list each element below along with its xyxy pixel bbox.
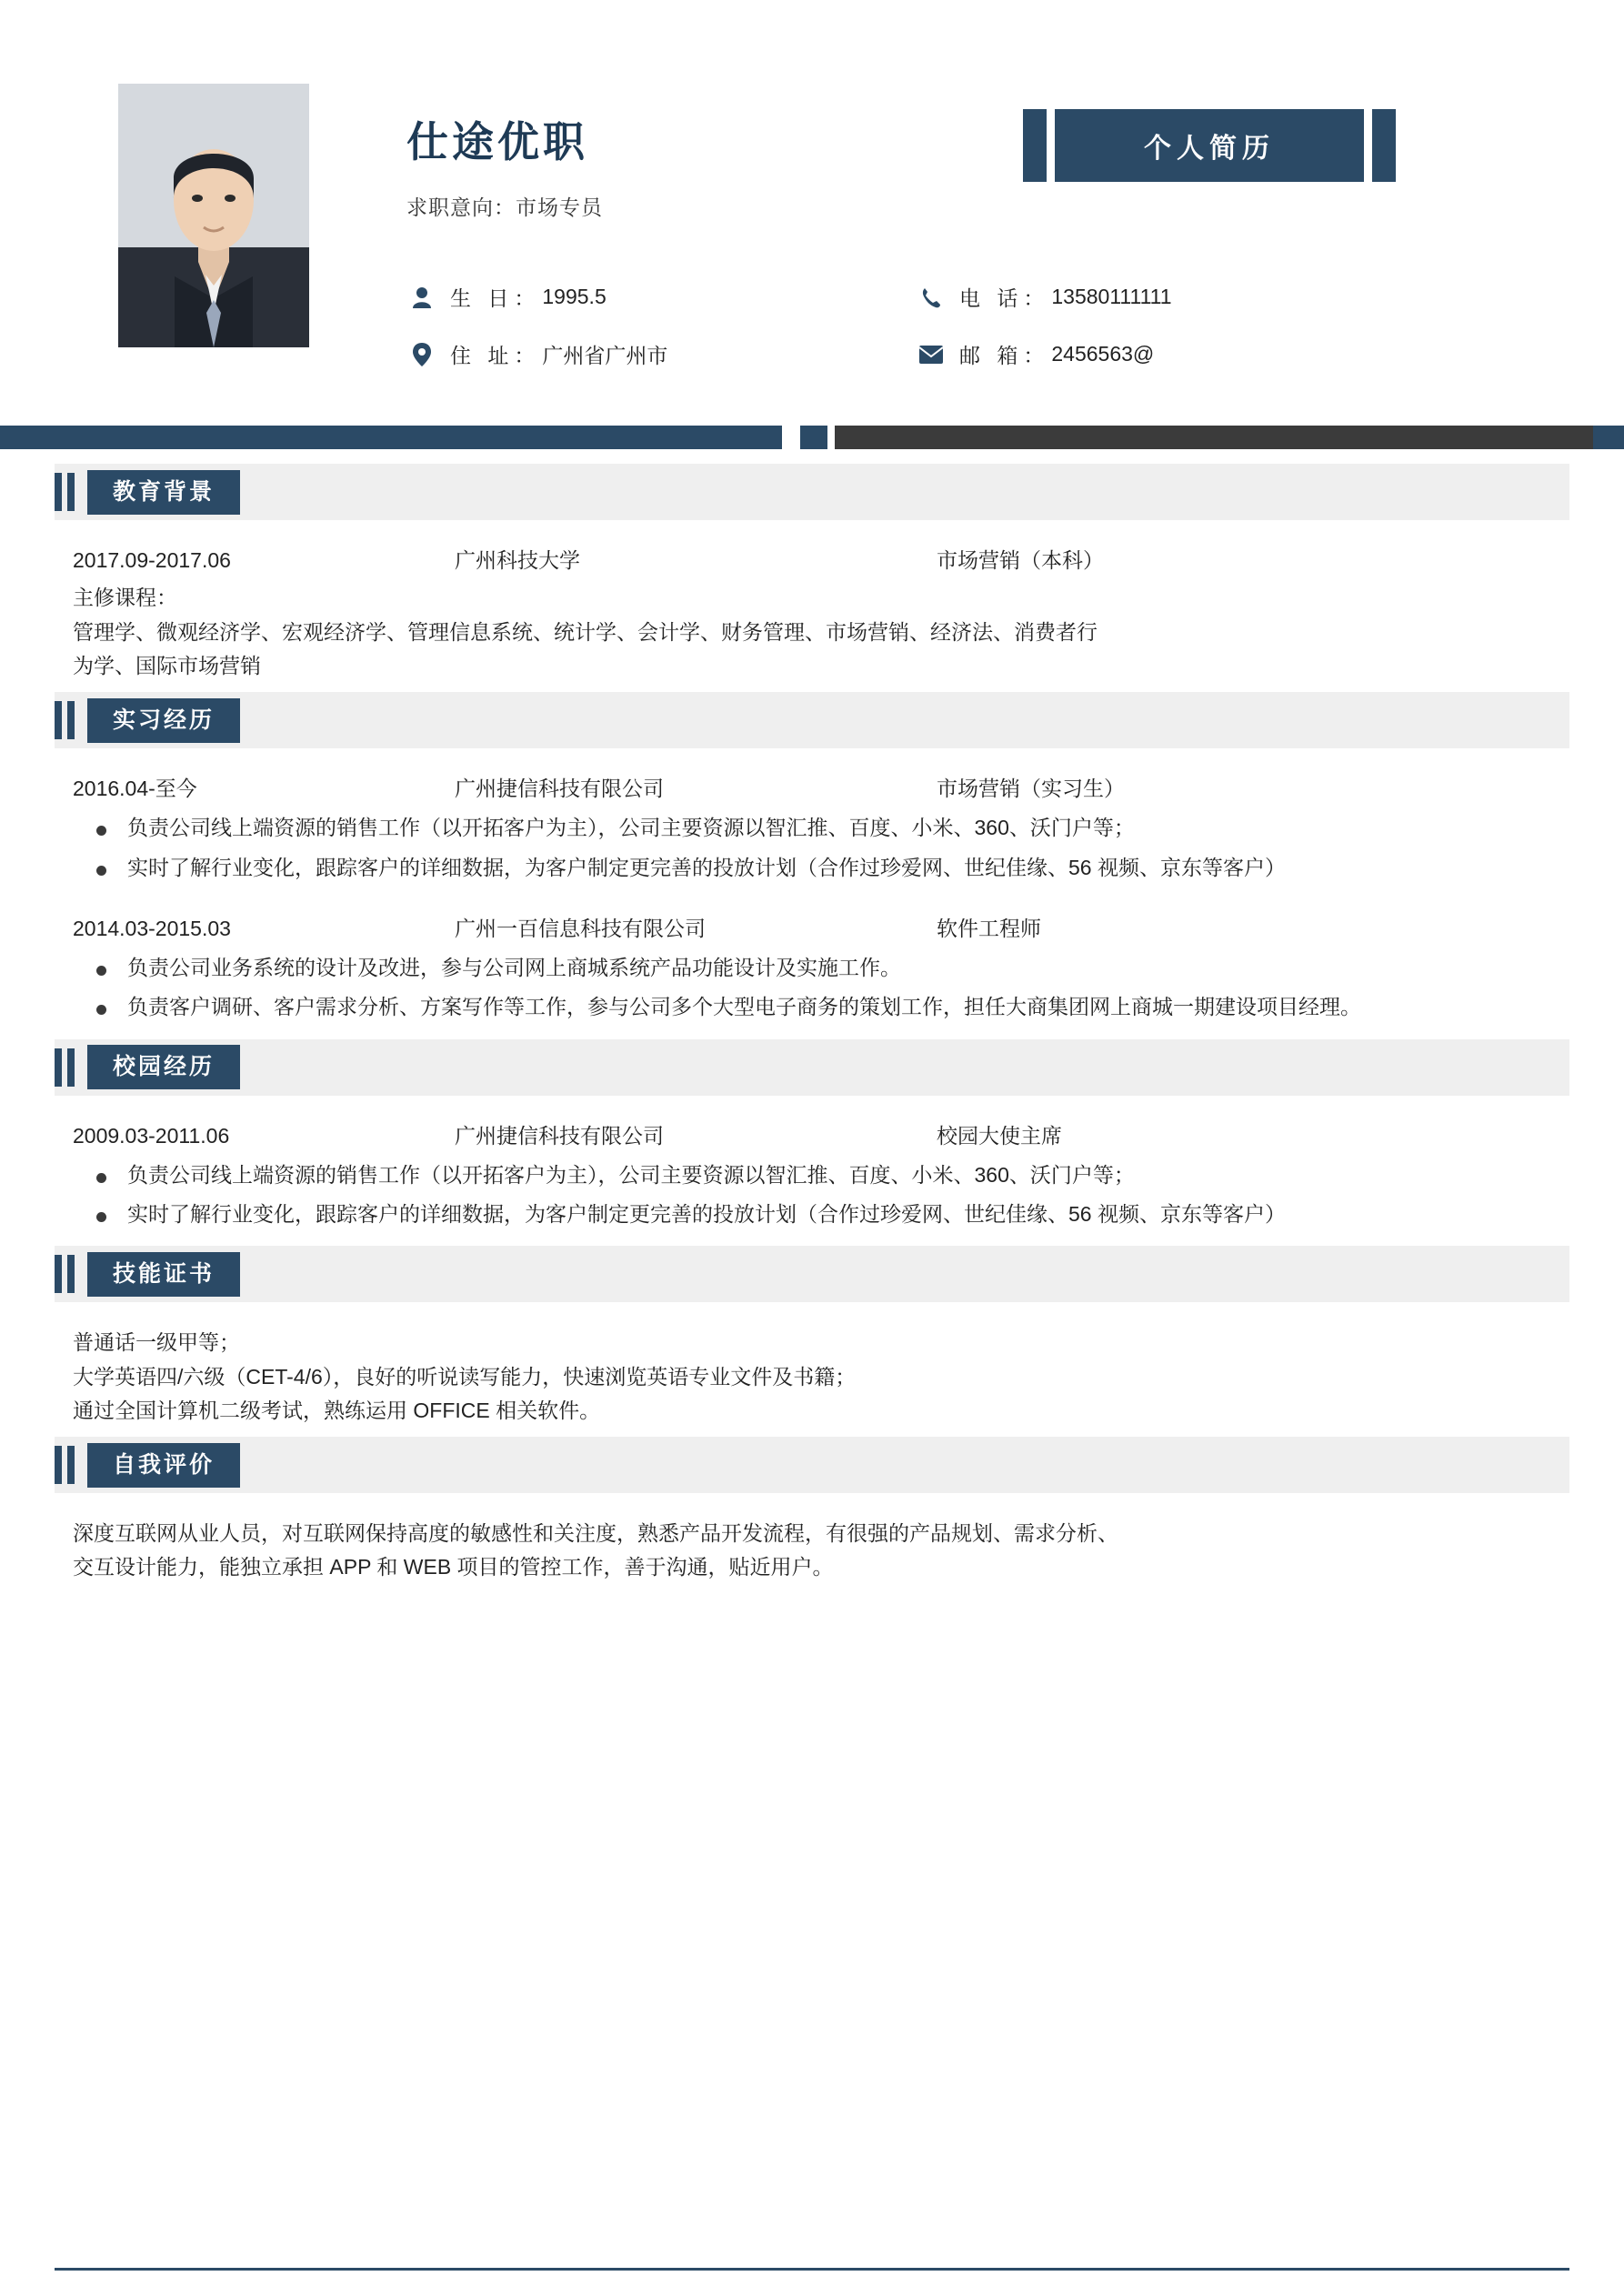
entry-date: 2014.03-2015.03	[73, 916, 231, 940]
tick-mark	[67, 1446, 75, 1484]
entry-line: 主修课程：	[73, 586, 177, 610]
contact-grid	[406, 282, 1479, 369]
tick-mark	[67, 473, 75, 511]
skill-line: 通过全国计算机二级考试，熟练运用 OFFICE 相关软件。	[73, 1398, 601, 1422]
contact-phone-value: 13580111111	[1051, 285, 1172, 308]
section-ticks	[55, 692, 80, 748]
entry-role: 市场营销（本科）	[937, 548, 1104, 572]
section-header-campus	[55, 1039, 1569, 1096]
section-header-internship	[55, 692, 1569, 748]
person-icon	[406, 286, 437, 308]
bullet-item: 负责公司线上端资源的销售工作（以开拓客户为主），公司主要资源以智汇推、百度、小米、360、沃门户等；	[73, 1158, 1551, 1192]
skill-line: 大学英语四/六级（CET-4/6），良好的听说读写能力，快速浏览英语专业文件及书籍；	[73, 1364, 857, 1389]
contact-email-value: 2456563@	[1051, 342, 1155, 366]
entry-bullets	[73, 1158, 1551, 1232]
tick-mark	[67, 1255, 75, 1293]
location-icon	[406, 343, 437, 366]
contact-email-label: 邮 箱：	[959, 344, 1050, 367]
phone-icon	[916, 286, 947, 308]
tick-mark	[55, 473, 62, 511]
bullet-item: 负责公司业务系统的设计及改进，参与公司网上商城系统产品功能设计及实施工作。	[73, 951, 1551, 985]
contact-birthday-label: 生 日：	[450, 286, 541, 310]
entry-org: 广州捷信科技有限公司	[455, 1123, 664, 1148]
contact-birthday-value: 1995.5	[542, 285, 606, 308]
section-self-evaluation	[0, 1437, 1624, 1594]
entry-bullets	[73, 951, 1551, 1025]
section-body-education	[0, 520, 1624, 692]
mail-icon	[916, 346, 947, 364]
tick-mark	[55, 701, 62, 739]
entry-date: 2009.03-2011.06	[73, 1123, 230, 1148]
bullet-item: 负责客户调研、客户需求分析、方案写作等工作，参与公司多个大型电子商务的策划工作，担任大商集团网上商城一期建设项目经理。	[73, 990, 1551, 1024]
section-ticks	[55, 464, 80, 520]
section-campus	[0, 1039, 1624, 1247]
evaluation-line: 深度互联网从业人员，对互联网保持高度的敏感性和关注度，熟悉产品开发流程，有很强的产品规划、需求分析、	[73, 1521, 1118, 1545]
section-title-campus: 校园经历	[87, 1045, 240, 1089]
job-intent: 求职意向：市场专员	[406, 196, 603, 219]
entry-role: 软件工程师	[937, 916, 1041, 940]
entry-org: 广州一百信息科技有限公司	[455, 916, 706, 940]
section-title-self-evaluation: 自我评价	[87, 1443, 240, 1488]
section-ticks	[55, 1039, 80, 1096]
contact-phone-label: 电 话：	[959, 286, 1050, 310]
name-block	[406, 109, 603, 221]
contact-birthday	[406, 282, 916, 312]
section-body-campus	[0, 1096, 1624, 1247]
divider-segment-3	[835, 426, 1608, 449]
entry-row	[73, 1119, 1551, 1153]
entry-role: 市场营销（实习生）	[937, 777, 1125, 800]
bullet-item: 实时了解行业变化，跟踪客户的详细数据，为客户制定更完善的投放计划（合作过珍爱网、世纪佳缘、56 视频、京东等客户）	[73, 1198, 1551, 1231]
section-skills	[0, 1246, 1624, 1437]
section-ticks	[55, 1246, 80, 1302]
tick-mark	[55, 1255, 62, 1293]
contact-address-value: 广州省广州市	[542, 344, 668, 367]
contact-email	[916, 339, 1479, 369]
section-title-skills: 技能证书	[87, 1252, 240, 1297]
contact-address	[406, 339, 916, 369]
avatar	[118, 84, 309, 347]
section-body-self-evaluation	[0, 1493, 1624, 1594]
resume-body	[0, 464, 1624, 1594]
section-body-internship	[0, 748, 1624, 1039]
section-education	[0, 464, 1624, 692]
divider-segment-1	[0, 426, 782, 449]
entry-spacer	[73, 890, 1551, 912]
entry-line: 管理学、微观经济学、宏观经济学、管理信息系统、统计学、会计学、财务管理、市场营销、经济法、消费者行	[73, 619, 1098, 644]
badge-left-bar	[1047, 109, 1055, 182]
tick-mark	[67, 1048, 75, 1087]
contact-phone	[916, 282, 1479, 312]
bullet-item: 实时了解行业变化，跟踪客户的详细数据，为客户制定更完善的投放计划（合作过珍爱网、世纪佳缘、56 视频、京东等客户）	[73, 851, 1551, 885]
entry-date: 2016.04-至今	[73, 777, 197, 800]
resume-header	[0, 0, 1624, 382]
section-header-self-evaluation	[55, 1437, 1569, 1493]
section-title-education: 教育背景	[87, 470, 240, 515]
entry-row	[73, 772, 1551, 806]
section-title-internship: 实习经历	[87, 698, 240, 743]
document-title: 个人简历	[1144, 134, 1275, 164]
entry-org: 广州科技大学	[455, 548, 580, 572]
avatar-photo-icon	[118, 84, 309, 347]
entry-bullets	[73, 811, 1551, 885]
entry-row	[73, 912, 1551, 946]
entry-role: 校园大使主席	[937, 1123, 1062, 1148]
section-internship	[0, 692, 1624, 1039]
candidate-name: 仕途优职	[406, 118, 588, 165]
divider-segment-2	[800, 426, 827, 449]
tick-mark	[67, 701, 75, 739]
entry-org: 广州捷信科技有限公司	[455, 777, 664, 800]
contact-address-label: 住 址：	[450, 344, 541, 367]
evaluation-line: 交互设计能力，能独立承担 APP 和 WEB 项目的管控工作，善于沟通，贴近用户。	[73, 1555, 834, 1579]
section-header-skills	[55, 1246, 1569, 1302]
bullet-item: 负责公司线上端资源的销售工作（以开拓客户为主），公司主要资源以智汇推、百度、小米、360、沃门户等；	[73, 811, 1551, 845]
tick-mark	[55, 1048, 62, 1087]
tick-mark	[55, 1446, 62, 1484]
entry-row	[73, 544, 1551, 577]
entry-date: 2017.09-2017.06	[73, 548, 231, 572]
header-divider	[0, 426, 1624, 449]
entry-line: 为学、国际市场营销	[73, 653, 261, 677]
divider-segment-4	[1593, 426, 1624, 449]
section-header-education	[55, 464, 1569, 520]
footer-rule	[55, 2268, 1569, 2271]
skill-line: 普通话一级甲等；	[73, 1330, 240, 1355]
document-title-badge	[1023, 109, 1396, 182]
section-body-skills	[0, 1302, 1624, 1437]
badge-right-bar	[1364, 109, 1372, 182]
section-ticks	[55, 1437, 80, 1493]
